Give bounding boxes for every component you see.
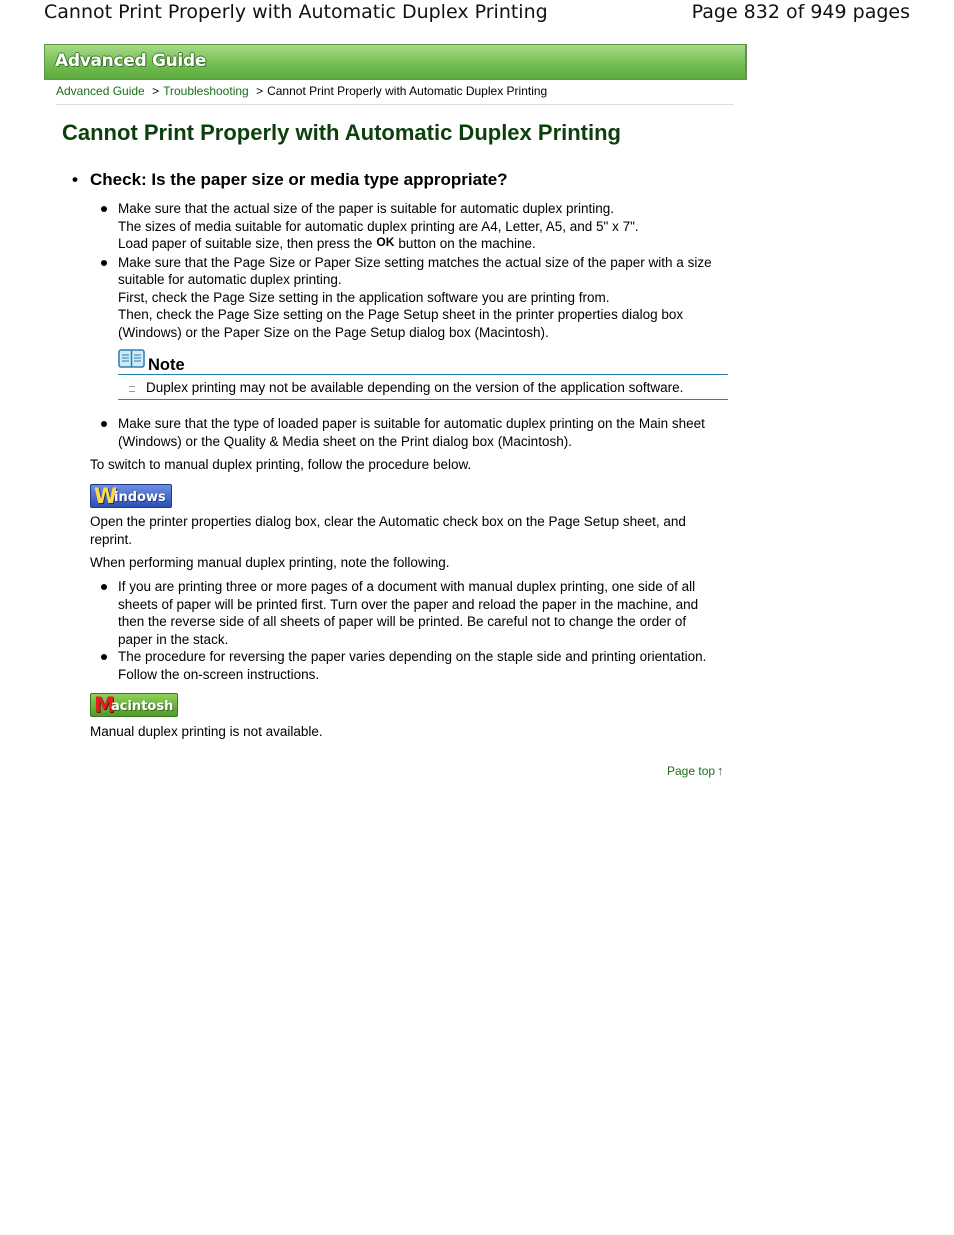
note-divider — [118, 374, 728, 375]
advanced-guide-banner-label: Advanced Guide — [55, 51, 207, 71]
list-item-text: The sizes of media suitable for automatic duplex printing are A4, Letter, A5, and 5" x 7". — [118, 218, 639, 234]
list-item — [100, 254, 720, 342]
breadcrumb — [56, 84, 547, 98]
check-list-continued — [100, 415, 720, 450]
list-item-text-part: button on the machine. — [398, 236, 536, 251]
breadcrumb-link-troubleshooting[interactable]: Troubleshooting — [163, 84, 249, 98]
bullet-icon: • — [72, 170, 78, 189]
print-header-page-count: Page 832 of 949 pages — [691, 1, 910, 23]
note-bullet-icon — [129, 386, 135, 392]
print-header-title: Cannot Print Properly with Automatic Duplex Printing — [44, 1, 548, 23]
breadcrumb-divider — [56, 104, 734, 105]
macintosh-badge-text: acintosh — [111, 699, 174, 714]
manual-duplex-intro: To switch to manual duplex printing, follow the procedure below. — [90, 457, 472, 472]
list-item: If you are printing three or more pages of a document with manual duplex printing, one side of all sheets of paper will be printed first. Turn over the paper and reload the paper in the machine, and then the reverse side of all sheets of paper will be printed. Be careful not to change the order of paper in the stack. — [100, 578, 720, 648]
print-header — [0, 0, 954, 28]
check-heading — [72, 170, 508, 190]
list-item-text: Make sure that the actual size of the paper is suitable for automatic duplex printing. — [118, 201, 615, 216]
list-item: The procedure for reversing the paper varies depending on the staple side and printing orientation. Follow the on-screen instructions. — [100, 648, 720, 683]
windows-list — [100, 578, 720, 683]
breadcrumb-separator: > — [256, 84, 264, 98]
note-item — [118, 379, 728, 399]
list-item-text: Then, check the Page Size setting on the Page Setup sheet in the printer properties dialog box (Windows) or the Paper Size on the Page Setup dialog box (Macintosh). — [118, 307, 684, 340]
advanced-guide-banner — [44, 44, 747, 80]
breadcrumb-current: Cannot Print Properly with Automatic Duplex Printing — [267, 84, 548, 98]
ok-button-symbol: OK — [376, 235, 395, 249]
list-item — [100, 200, 720, 254]
check-heading-text: Check: Is the paper size or media type appropriate? — [90, 170, 508, 189]
check-list — [100, 200, 720, 341]
note-title: Note — [148, 356, 185, 374]
note-box — [118, 350, 728, 400]
note-item-text: Duplex printing may not be available depending on the version of the application software. — [146, 380, 684, 395]
list-item: Make sure that the type of loaded paper is suitable for automatic duplex printing on the Main sheet (Windows) or the Quality & Media sheet on the Print dialog box (Macintosh). — [100, 415, 720, 450]
list-item-text: First, check the Page Size setting in the application software you are printing from. — [118, 289, 610, 305]
breadcrumb-separator: > — [152, 84, 160, 98]
page-top-link[interactable] — [667, 763, 724, 778]
windows-badge — [90, 484, 172, 508]
windows-instructions: Open the printer properties dialog box, clear the Automatic check box on the Page Setup sheet, and reprint. — [90, 514, 686, 547]
list-item-text-part: Load paper of suitable size, then press the — [118, 236, 373, 251]
breadcrumb-link-advanced-guide[interactable]: Advanced Guide — [56, 84, 145, 98]
note-book-icon — [118, 348, 145, 375]
macintosh-instructions: Manual duplex printing is not available. — [90, 724, 323, 739]
arrow-up-icon: ↑ — [717, 763, 724, 778]
macintosh-badge-initial: M — [94, 693, 115, 717]
list-item-text — [118, 235, 720, 254]
windows-badge-initial: W — [94, 484, 118, 508]
note-divider-bottom — [118, 399, 728, 400]
page-title: Cannot Print Properly with Automatic Duplex Printing — [62, 120, 621, 145]
list-item-text: Make sure that the Page Size or Paper Size setting matches the actual size of the paper with a size suitable for automatic duplex printing. — [118, 254, 712, 287]
page-top-label: Page top — [667, 764, 716, 778]
windows-note-intro: When performing manual duplex printing, note the following. — [90, 555, 450, 570]
note-header — [118, 350, 728, 374]
windows-badge-text: indows — [114, 490, 166, 505]
macintosh-badge — [90, 693, 178, 717]
